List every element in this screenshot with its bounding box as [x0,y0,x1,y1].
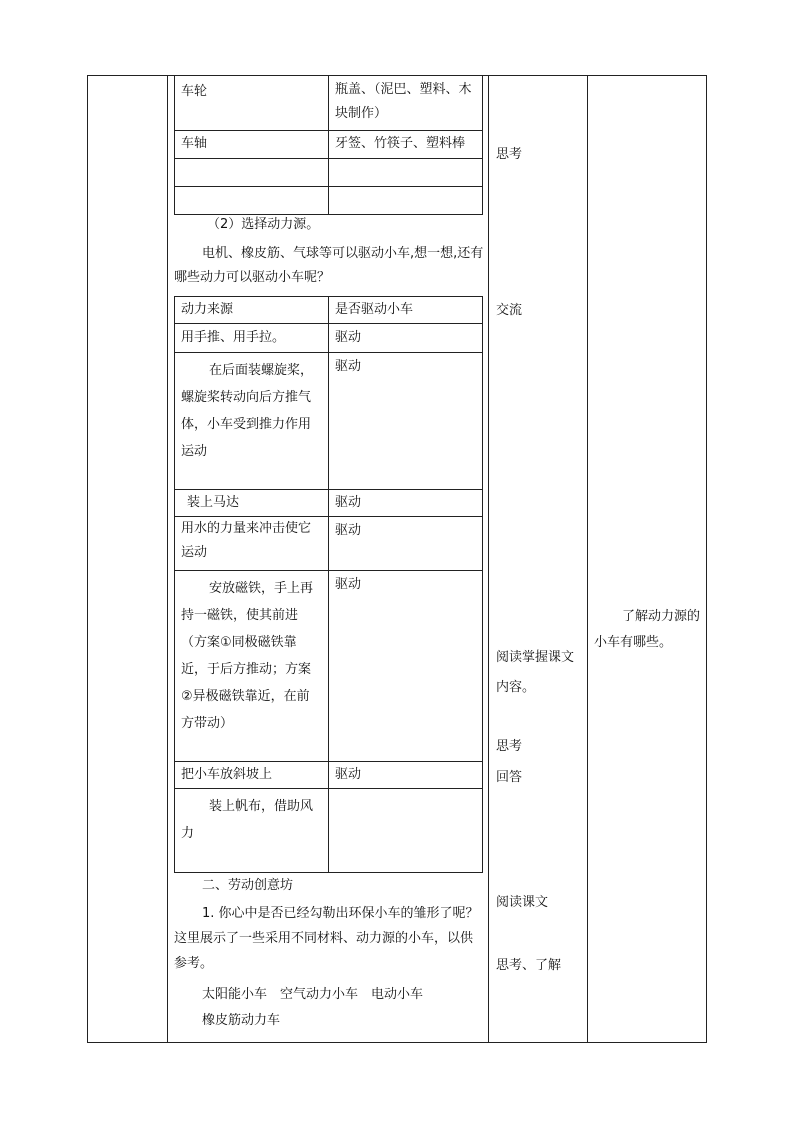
source-cell: 装上马达 [175,490,329,517]
section-heading: （2）选择动力源。 [207,217,320,232]
part-cell [175,159,329,187]
activity-text: 思考 [496,147,523,162]
table-row [175,76,483,131]
table-row [175,762,483,789]
header-drive: 是否驱动小车 [329,297,483,324]
drive-cell: 驱动 [329,353,483,490]
section-prompt: 电机、橡皮筋、气球等可以驱动小车,想一想,还有哪些动力可以驱动小车呢？ [174,246,484,285]
activity-text: 回答 [496,770,523,785]
table-row [175,789,483,873]
drive-cell [329,789,483,873]
drive-cell: 驱动 [329,324,483,353]
source-cell: 安放磁铁，手上再持一磁铁，使其前进（方案①同极磁铁靠近，于后方推动；方案②异极磁铁靠近，在前方带动） [175,571,329,762]
column-divider [587,75,588,1043]
materials-table [174,75,483,215]
activity-text: 交流 [496,303,523,318]
activity-text: 思考 [496,739,523,754]
table-row [175,571,483,762]
drive-cell: 驱动 [329,490,483,517]
source-cell: 在后面装螺旋桨，螺旋桨转动向后方推气体，小车受到推力作用运动 [175,353,329,490]
material-cell: 牙签、竹筷子、塑料棒 [329,131,483,159]
table-header-row [175,297,483,324]
activity-text: 阅读课文 [496,895,549,910]
part-cell: 车轮 [175,76,329,131]
activity-text: 阅读掌握课文内容。 [496,650,575,695]
power-source-table [174,296,483,873]
drive-cell: 驱动 [329,517,483,571]
material-cell: 瓶盖、（泥巴、塑料、木块制作） [329,76,483,131]
source-cell: 装上帆布，借助风力 [175,789,329,873]
table-row [175,187,483,215]
column-divider [167,75,168,1043]
drive-cell: 驱动 [329,571,483,762]
workshop-item: 1. 你心中是否已经勾勒出环保小车的雏形了呢？这里展示了一些采用不同材料、动力源的小车，以供参考。 [174,906,479,971]
header-source: 动力来源 [175,297,329,324]
workshop-heading: 二、劳动创意坊 [202,878,294,893]
activity-text: 思考、了解 [496,958,562,973]
car-list: 太阳能小车 空气动力小车 电动小车 [202,987,424,1002]
source-cell: 把小车放斜坡上 [175,762,329,789]
material-cell [329,159,483,187]
material-cell [329,187,483,215]
drive-cell: 驱动 [329,762,483,789]
design-intent-text: 了解动力源的小车有哪些。 [594,609,701,650]
column-divider [488,75,489,1043]
table-row [175,517,483,571]
table-row [175,324,483,353]
source-cell: 用水的力量来冲击使它运动 [175,517,329,571]
table-row [175,490,483,517]
part-cell [175,187,329,215]
table-row [175,353,483,490]
part-cell: 车轴 [175,131,329,159]
table-row [175,131,483,159]
car-list: 橡皮筋动力车 [202,1013,281,1028]
table-row [175,159,483,187]
source-cell: 用手推、用手拉。 [175,324,329,353]
